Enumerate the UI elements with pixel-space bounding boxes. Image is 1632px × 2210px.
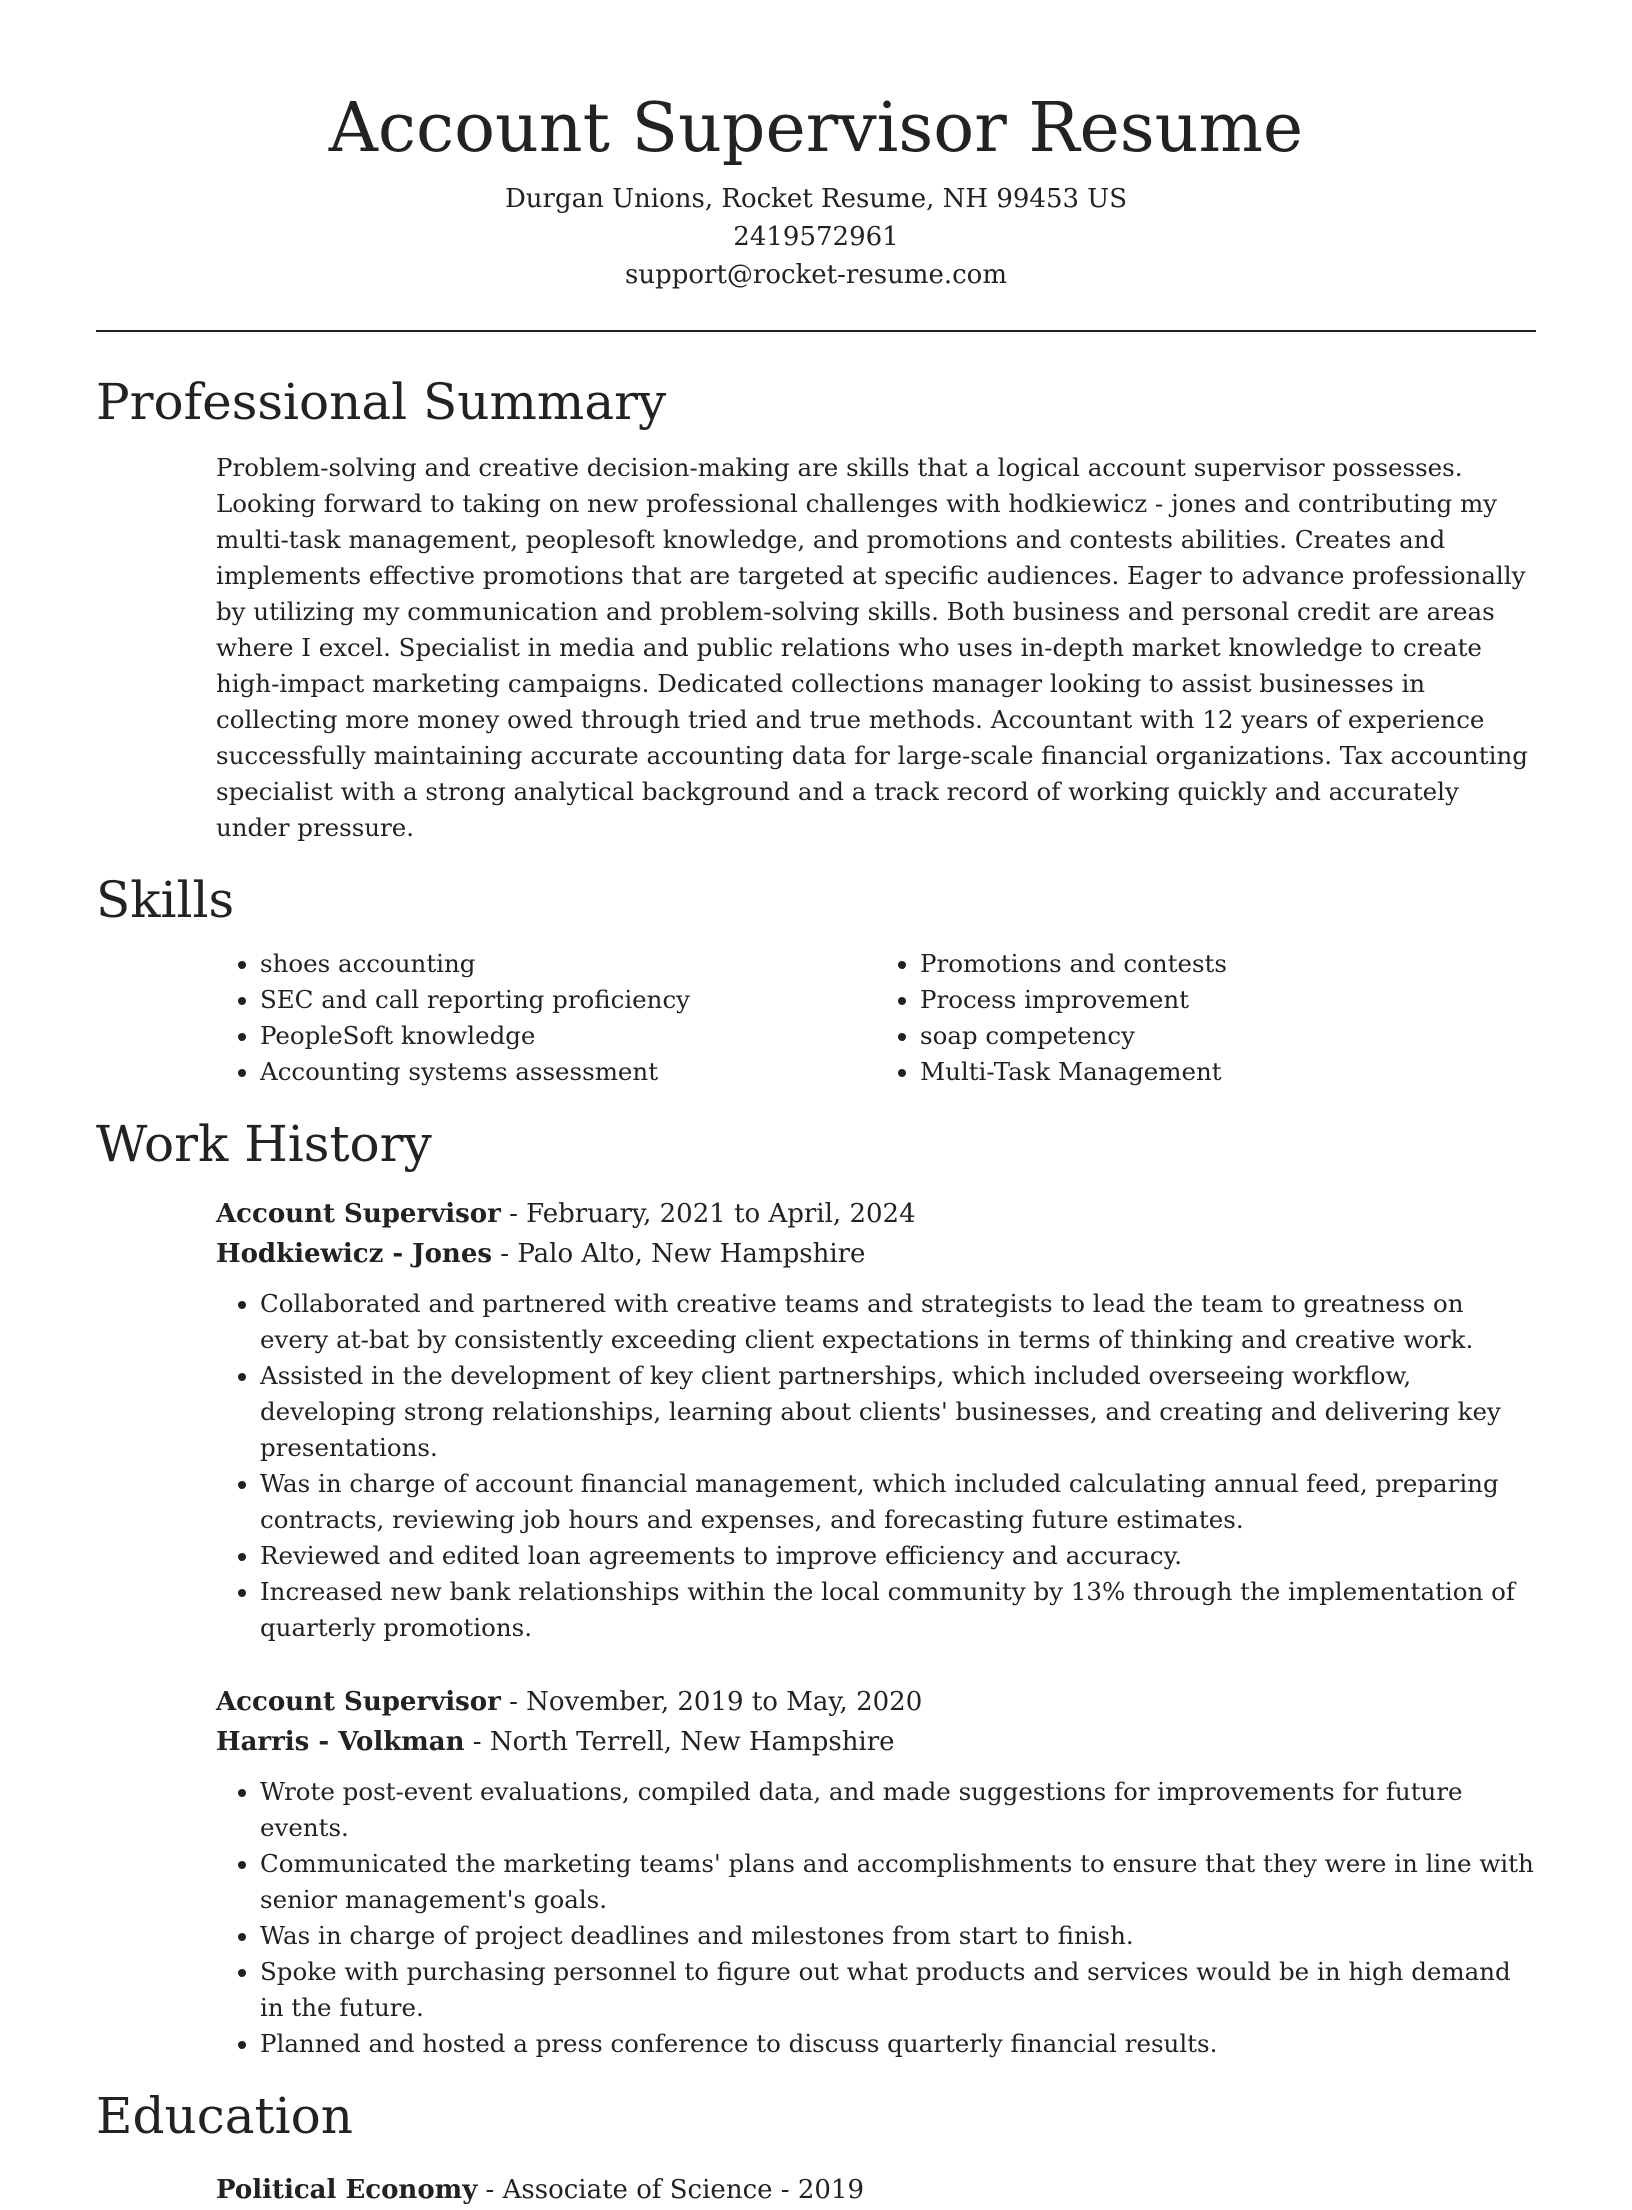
job-title-line xyxy=(216,1194,1536,1234)
education-entry xyxy=(216,2170,1536,2210)
skill-item: • SEC and call reporting proficiency xyxy=(260,982,876,1018)
job-location: - Palo Alto, New Hampshire xyxy=(492,1239,866,1269)
job-bullet: • Communicated the marketing teams' plans and accomplishments to ensure that they were in line with senior management's goals. xyxy=(260,1846,1536,1918)
job-company-line xyxy=(216,1234,1536,1274)
education-heading: Education xyxy=(96,2087,353,2145)
skills-list-left xyxy=(216,946,876,1090)
header-divider xyxy=(96,330,1536,332)
summary-section xyxy=(0,370,1632,846)
job-company: Hodkiewicz - Jones xyxy=(216,1239,492,1269)
education-degree: - Associate of Science - 2019 xyxy=(477,2175,864,2205)
education-field: Political Economy xyxy=(216,2175,478,2205)
job-location: - North Terrell, New Hampshire xyxy=(464,1727,895,1757)
contact-email: support@rocket-resume.com xyxy=(624,260,1007,290)
job-bullet: • Increased new bank relationships within the local community by 13% through the implementation of quarterly promotions. xyxy=(260,1574,1536,1646)
contact-address: Durgan Unions, Rocket Resume, NH 99453 US xyxy=(504,184,1128,214)
contact-info xyxy=(0,180,1632,294)
job-company-line xyxy=(216,1722,1536,1762)
summary-text: Problem-solving and creative decision-making are skills that a logical account supervisor possesses. Looking forward to taking on new professional challenges with hodkiewicz - jones and contributing my multi-task management, peoplesoft knowledge, and promotions and contests abilities. Creates and implements effective promotions that are targeted at specific audiences. Eager to advance professionally by utilizing my communication and problem-solving skills. Both business and personal credit are areas where I excel. Specialist in media and public relations who uses in-depth market knowledge to create high-impact marketing campaigns. Dedicated collections manager looking to assist businesses in collecting more money owed through tried and true methods. Accountant with 12 years of experience successfully maintaining accurate accounting data for large-scale financial organizations. Tax accounting specialist with a strong analytical background and a track record of working quickly and accurately under pressure. xyxy=(216,453,1528,842)
skills-columns xyxy=(216,946,1536,1090)
education-section xyxy=(0,2084,1632,2210)
resume-title: Account Supervisor Resume xyxy=(328,89,1304,168)
contact-phone: 2419572961 xyxy=(733,222,899,252)
job-company: Harris - Volkman xyxy=(216,1727,465,1757)
skills-list-right xyxy=(876,946,1536,1090)
job-title: Account Supervisor xyxy=(216,1687,501,1717)
skills-heading: Skills xyxy=(96,871,235,929)
job-bullet: • Spoke with purchasing personnel to figure out what products and services would be in high demand in the future. xyxy=(260,1954,1536,2026)
job-dates: - February, 2021 to April, 2024 xyxy=(500,1199,916,1229)
job-bullet: • Was in charge of project deadlines and milestones from start to finish. xyxy=(260,1918,1536,1954)
job-bullets xyxy=(216,1774,1536,2062)
job-bullet: • Wrote post-event evaluations, compiled data, and made suggestions for improvements for future events. xyxy=(260,1774,1536,1846)
job-entry xyxy=(0,1682,1632,2062)
job-bullet: • Reviewed and edited loan agreements to improve efficiency and accuracy. xyxy=(260,1538,1536,1574)
work-heading: Work History xyxy=(96,1115,432,1173)
job-bullet: • Was in charge of account financial management, which included calculating annual feed, preparing contracts, reviewing job hours and expenses, and forecasting future estimates. xyxy=(260,1466,1536,1538)
job-bullet: • Planned and hosted a press conference to discuss quarterly financial results. xyxy=(260,2026,1536,2062)
job-bullet: • Assisted in the development of key client partnerships, which included overseeing workflow, developing strong relationships, learning about clients' businesses, and creating and delivering key presentations. xyxy=(260,1358,1536,1466)
job-bullet: • Collaborated and partnered with creative teams and strategists to lead the team to greatness on every at-bat by consistently exceeding client expectations in terms of thinking and creative work. xyxy=(260,1286,1536,1358)
skill-item: • PeopleSoft knowledge xyxy=(260,1018,876,1054)
skill-item: • Accounting systems assessment xyxy=(260,1054,876,1090)
skill-item: • Process improvement xyxy=(920,982,1536,1018)
job-dates: - November, 2019 to May, 2020 xyxy=(500,1687,923,1717)
job-bullets xyxy=(216,1286,1536,1646)
skill-item: • shoes accounting xyxy=(260,946,876,982)
skill-item: • soap competency xyxy=(920,1018,1536,1054)
resume-header xyxy=(0,0,1632,294)
summary-heading: Professional Summary xyxy=(96,373,667,431)
skills-section xyxy=(0,868,1632,1090)
work-section xyxy=(0,1112,1632,2062)
skill-item: • Promotions and contests xyxy=(920,946,1536,982)
job-entry xyxy=(0,1194,1632,1646)
skill-item: • Multi-Task Management xyxy=(920,1054,1536,1090)
job-title-line xyxy=(216,1682,1536,1722)
job-title: Account Supervisor xyxy=(216,1199,501,1229)
